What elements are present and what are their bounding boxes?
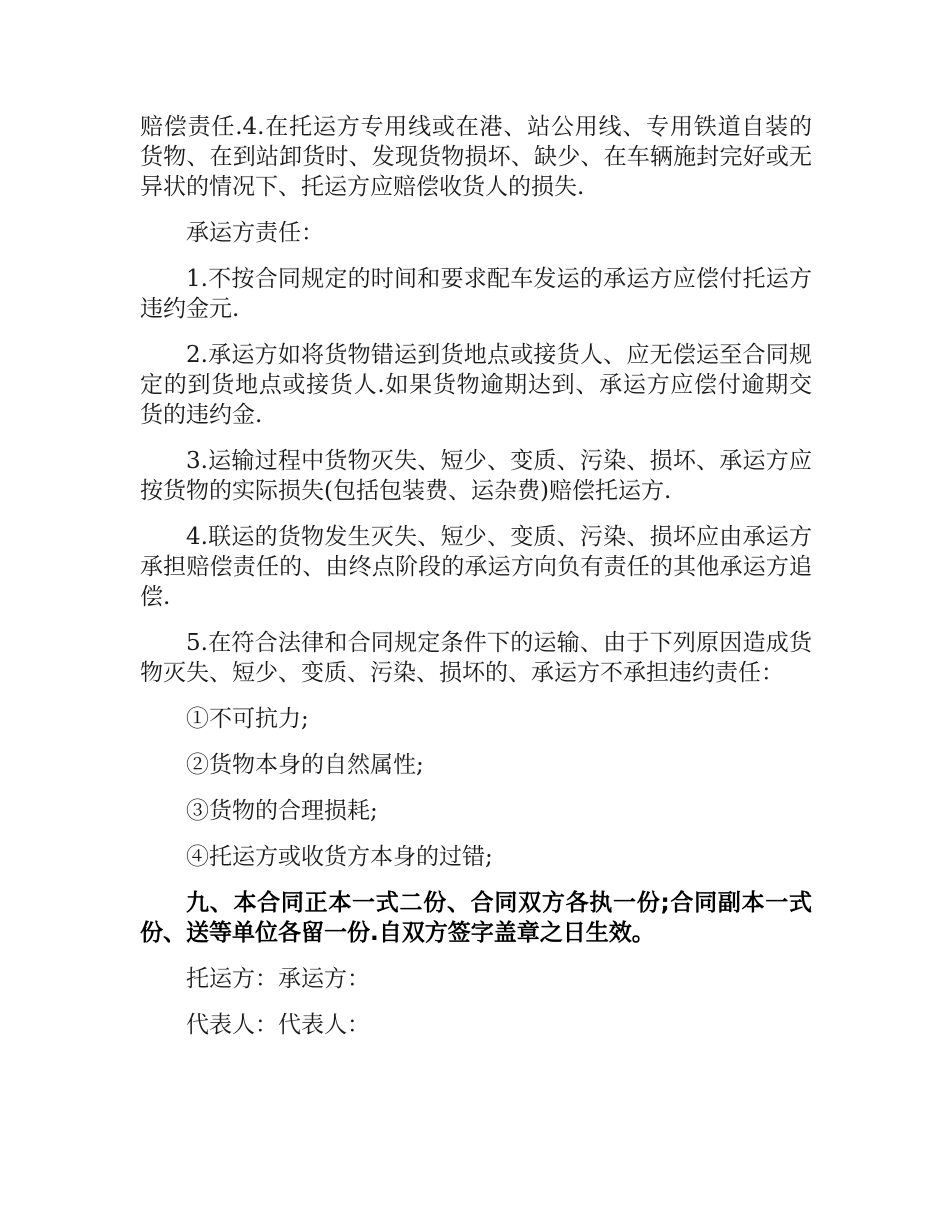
signature-parties-line: 托运方：承运方：: [186, 966, 370, 992]
clause-4: 4.联运的货物发生灭失、短少、变质、污染、损坏应由承运方承担赔偿责任的、由终点阶段的承运方向负有责任的其他承运方追偿.: [140, 524, 812, 610]
clause-1: 1.不按合同规定的时间和要求配车发运的承运方应偿付托运方违约金元.: [140, 266, 812, 322]
clause-3: 3.运输过程中货物灭失、短少、变质、污染、损坏、承运方应按货物的实际损失(包括包装费、运杂费)赔偿托运方.: [140, 448, 812, 504]
exemption-item-2: ②货物本身的自然属性;: [186, 752, 424, 778]
clause-2: 2.承运方如将货物错运到货地点或接货人、应无偿运至合同规定的到货地点或接货人.如果货物逾期达到、承运方应偿付逾期交货的违约金.: [140, 342, 812, 428]
exemption-item-4: ④托运方或收货方本身的过错;: [186, 844, 493, 870]
exemption-item-3: ③货物的合理损耗;: [186, 798, 378, 824]
document-page: [140, 112, 812, 1056]
signature-representatives-line: 代表人：代表人：: [186, 1012, 370, 1038]
paragraph-liability-continued: 赔偿责任.4.在托运方专用线或在港、站公用线、专用铁道自装的货物、在到站卸货时、发现货物损坏、缺少、在车辆施封完好或无异状的情况下、托运方应赔偿收货人的损失.: [140, 114, 812, 200]
heading-carrier-responsibility: 承运方责任：: [186, 220, 324, 246]
exemption-item-1: ①不可抗力;: [186, 706, 309, 732]
clause-5: 5.在符合法律和合同规定条件下的运输、由于下列原因造成货物灭失、短少、变质、污染、损坏的、承运方不承担违约责任：: [140, 630, 812, 686]
section-nine-heading: 九、本合同正本一式二份、合同双方各执一份;合同副本一式份、送等单位各留一份.自双方签字盖章之日生效。: [140, 890, 812, 946]
